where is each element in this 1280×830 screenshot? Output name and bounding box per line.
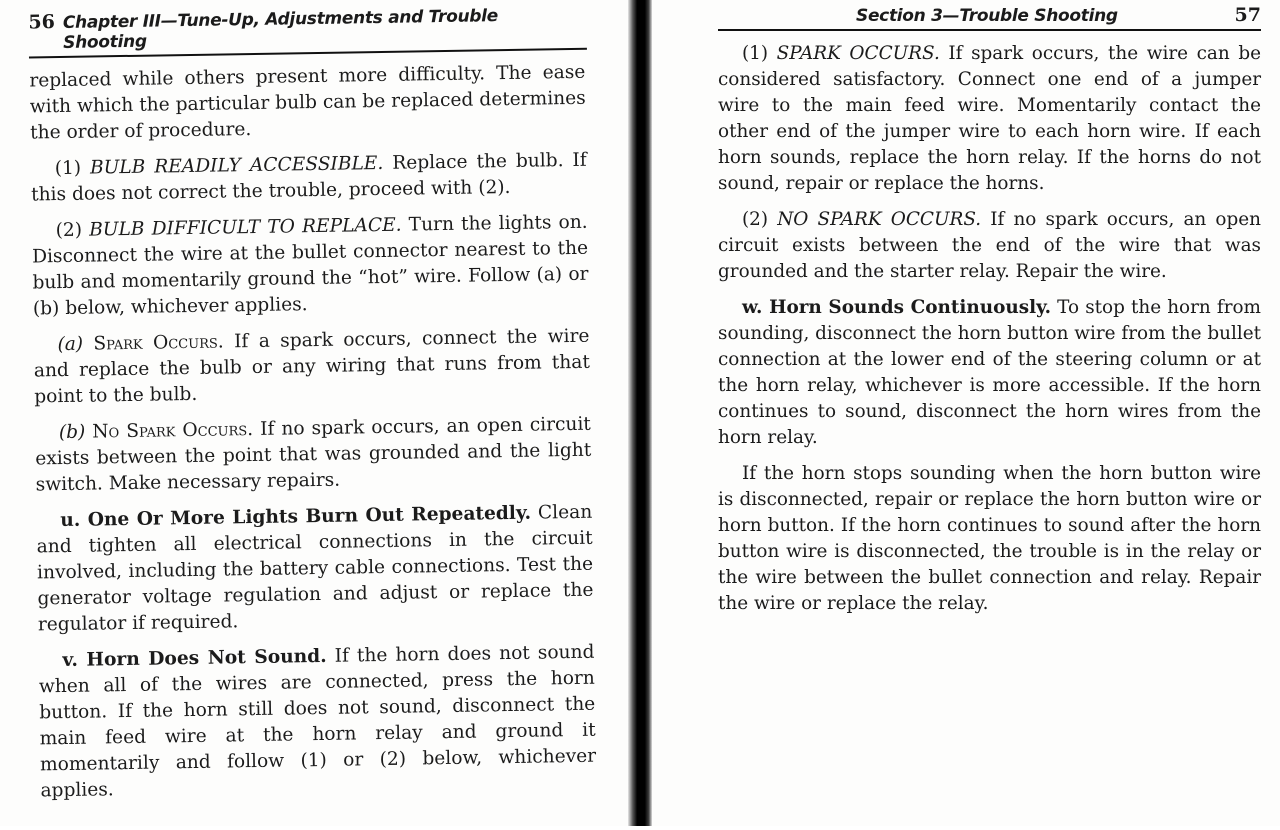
- item-number: (1): [54, 157, 91, 180]
- item-heading: SPARK OCCURS.: [776, 43, 940, 64]
- page-number: 57: [1234, 4, 1261, 26]
- section-letter: v.: [62, 649, 87, 672]
- paragraph: [29, 60, 586, 147]
- paragraph-text: If no spark occurs, an open circuit exists between the end of the wire that was grounded and the starter relay. Repair the wire.: [718, 209, 1261, 282]
- item-number: (a): [57, 333, 94, 356]
- section-heading: One Or More Lights Burn Out Repeatedly.: [87, 502, 532, 531]
- section-paragraph: [36, 500, 594, 639]
- paragraph: [718, 461, 1261, 617]
- item-number: (2): [742, 209, 778, 230]
- item-number: (b): [58, 421, 93, 444]
- paragraph-text: If no spark occurs, an open circuit exists between the point that was grounded and the light switch. Make necessary repairs.: [35, 413, 592, 496]
- section-letter: w.: [742, 297, 770, 318]
- item-number: (2): [55, 219, 90, 242]
- section-paragraph: [38, 640, 596, 805]
- paragraph-text: If the horn stops sounding when the horn button wire is disconnected, repair or replace the horn button wire or horn button. If the horn continues to sound after the horn button wire is disconnected, the trouble is in the relay or the wire between the bullet connection and relay. Repair the wire or replace the relay.: [718, 463, 1261, 614]
- paragraph-text: If a spark occurs, connect the wire and replace the bulb or any wiring that runs from that point to the bulb.: [33, 325, 591, 408]
- item-heading: BULB READILY ACCESSIBLE.: [89, 152, 384, 179]
- running-head: Section 3—Trouble Shooting: [856, 6, 1118, 26]
- book-gutter: [628, 0, 652, 826]
- paragraph-text: If the horn does not sound when all of the wires are connected, press the horn button. If the horn still does not sound, disconnect the main feed wire at the horn relay and ground it momentarily and follow (1) or (2) below, whichever applies.: [38, 641, 597, 802]
- right-page-header: [718, 4, 1261, 31]
- page-number: 56: [28, 11, 56, 34]
- paragraph-text: Replace the bulb. If this does not correct the trouble, proceed with (2).: [30, 149, 587, 206]
- section-heading: Horn Does Not Sound.: [86, 645, 327, 671]
- paragraph: [35, 412, 592, 499]
- paragraph: [31, 148, 588, 209]
- left-page-header: [28, 3, 587, 59]
- paragraph-text: Turn the lights on. Disconnect the wire at the bullet connector nearest to the bulb and momentarily ground the “hot” wire. Follow (a) or (b) below, whichever applies.: [31, 211, 589, 320]
- item-heading: Spark Occurs.: [93, 331, 224, 355]
- section-heading: Horn Sounds Continuously.: [769, 297, 1052, 318]
- paragraph-text: To stop the horn from sounding, disconnect the horn button wire from the bullet connection at the lower end of the steering column or at the horn relay, whichever is more accessible. If the horn continues to sound, disconnect the horn wires from the horn relay.: [718, 297, 1261, 448]
- item-number: (1): [742, 43, 777, 64]
- paragraph: [718, 41, 1261, 197]
- paragraph-text: replaced while others present more difficulty. The ease with which the particular bulb can be replaced determines the order of procedure.: [29, 61, 586, 144]
- item-heading: BULB DIFFICULT TO REPLACE.: [89, 214, 402, 241]
- paragraph-text: Clean and tighten all electrical connections in the circuit involved, including the battery cable connections. Test the generator voltage regulation and adjust or replace the regulator if required.: [36, 501, 594, 636]
- paragraph: [32, 210, 590, 323]
- item-heading: No Spark Occurs.: [92, 419, 254, 443]
- paragraph-text: If spark occurs, the wire can be considered satisfactory. Connect one end of a jumper wire to the main feed wire. Momentarily contact the other end of the jumper wire to each horn wire. If each horn sounds, replace the horn relay. If the horns do not sound, repair or replace the horns.: [718, 43, 1262, 194]
- section-letter: u.: [60, 509, 88, 532]
- right-page: [652, 0, 1280, 826]
- section-paragraph: [718, 295, 1261, 451]
- paragraph: [718, 207, 1261, 285]
- paragraph: [33, 324, 590, 411]
- item-heading: NO SPARK OCCURS.: [777, 209, 982, 230]
- running-head: Chapter III—Tune-Up, Adjustments and Trouble Shooting: [62, 6, 499, 53]
